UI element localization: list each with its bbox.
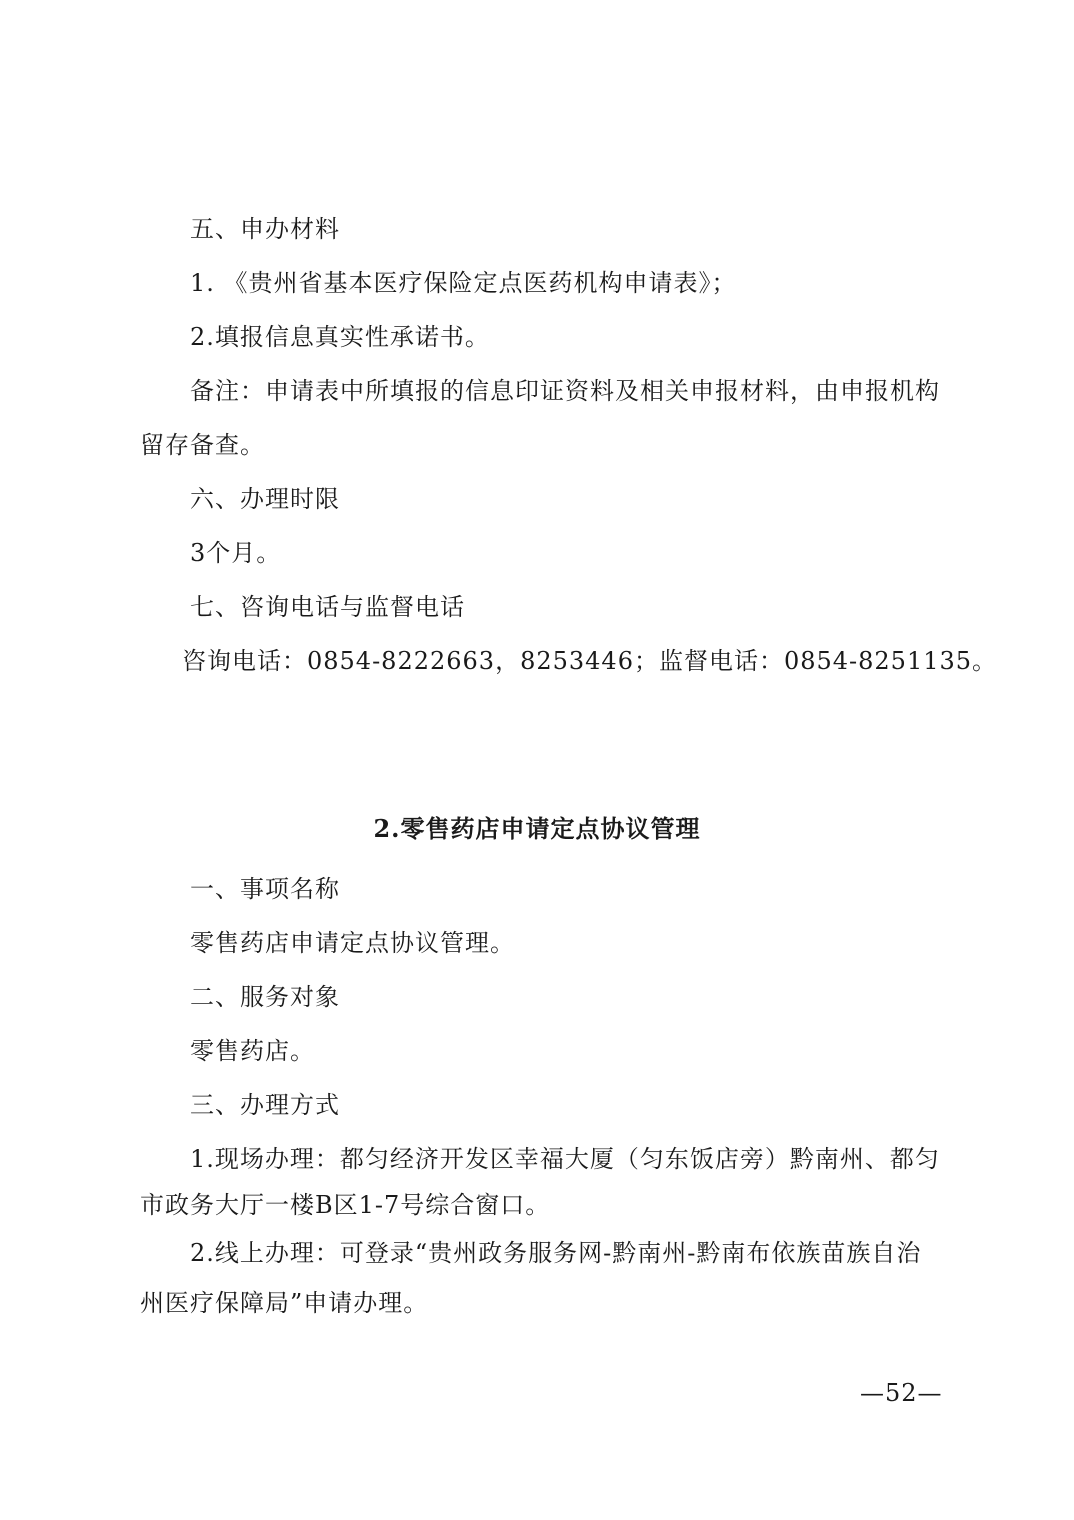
materials-item-2: 2.填报信息真实性承诺书。 [190,323,490,351]
service-target-value: 零售药店。 [190,1037,315,1065]
method-2-line-1: 2.线上办理：可登录“贵州政务服务网-黔南州-黔南布依族苗族自治 [190,1239,922,1267]
method-1-line-1: 1.现场办理：都匀经济开发区幸福大厦（匀东饭店旁）黔南州、都匀 [190,1145,940,1173]
heading-service-target: 二、服务对象 [190,983,340,1011]
note-line-2: 留存备查。 [140,431,265,459]
heading-item-name: 一、事项名称 [190,875,340,903]
section-title: 2.零售药店申请定点协议管理 [373,814,701,843]
time-limit-value: 3个月。 [190,539,282,567]
heading-time-limit: 六、办理时限 [190,485,340,513]
heading-method: 三、办理方式 [190,1091,340,1119]
heading-contact: 七、咨询电话与监督电话 [190,593,465,621]
materials-item-1: 1. 《贵州省基本医疗保险定点医药机构申请表》； [190,269,737,297]
heading-materials: 五、申办材料 [190,215,340,243]
contact-line: 咨询电话：0854-8222663，8253446；监督电话：0854-8251135。 [182,647,998,675]
item-name-value: 零售药店申请定点协议管理。 [190,929,515,957]
method-1-line-2: 市政务大厅一楼B区1-7号综合窗口。 [140,1191,551,1219]
page-number: —52— [860,1379,943,1407]
method-2-line-2: 州医疗保障局”申请办理。 [140,1289,429,1317]
note-line-1: 备注：申请表中所填报的信息印证资料及相关申报材料，由申报机构 [190,377,940,405]
